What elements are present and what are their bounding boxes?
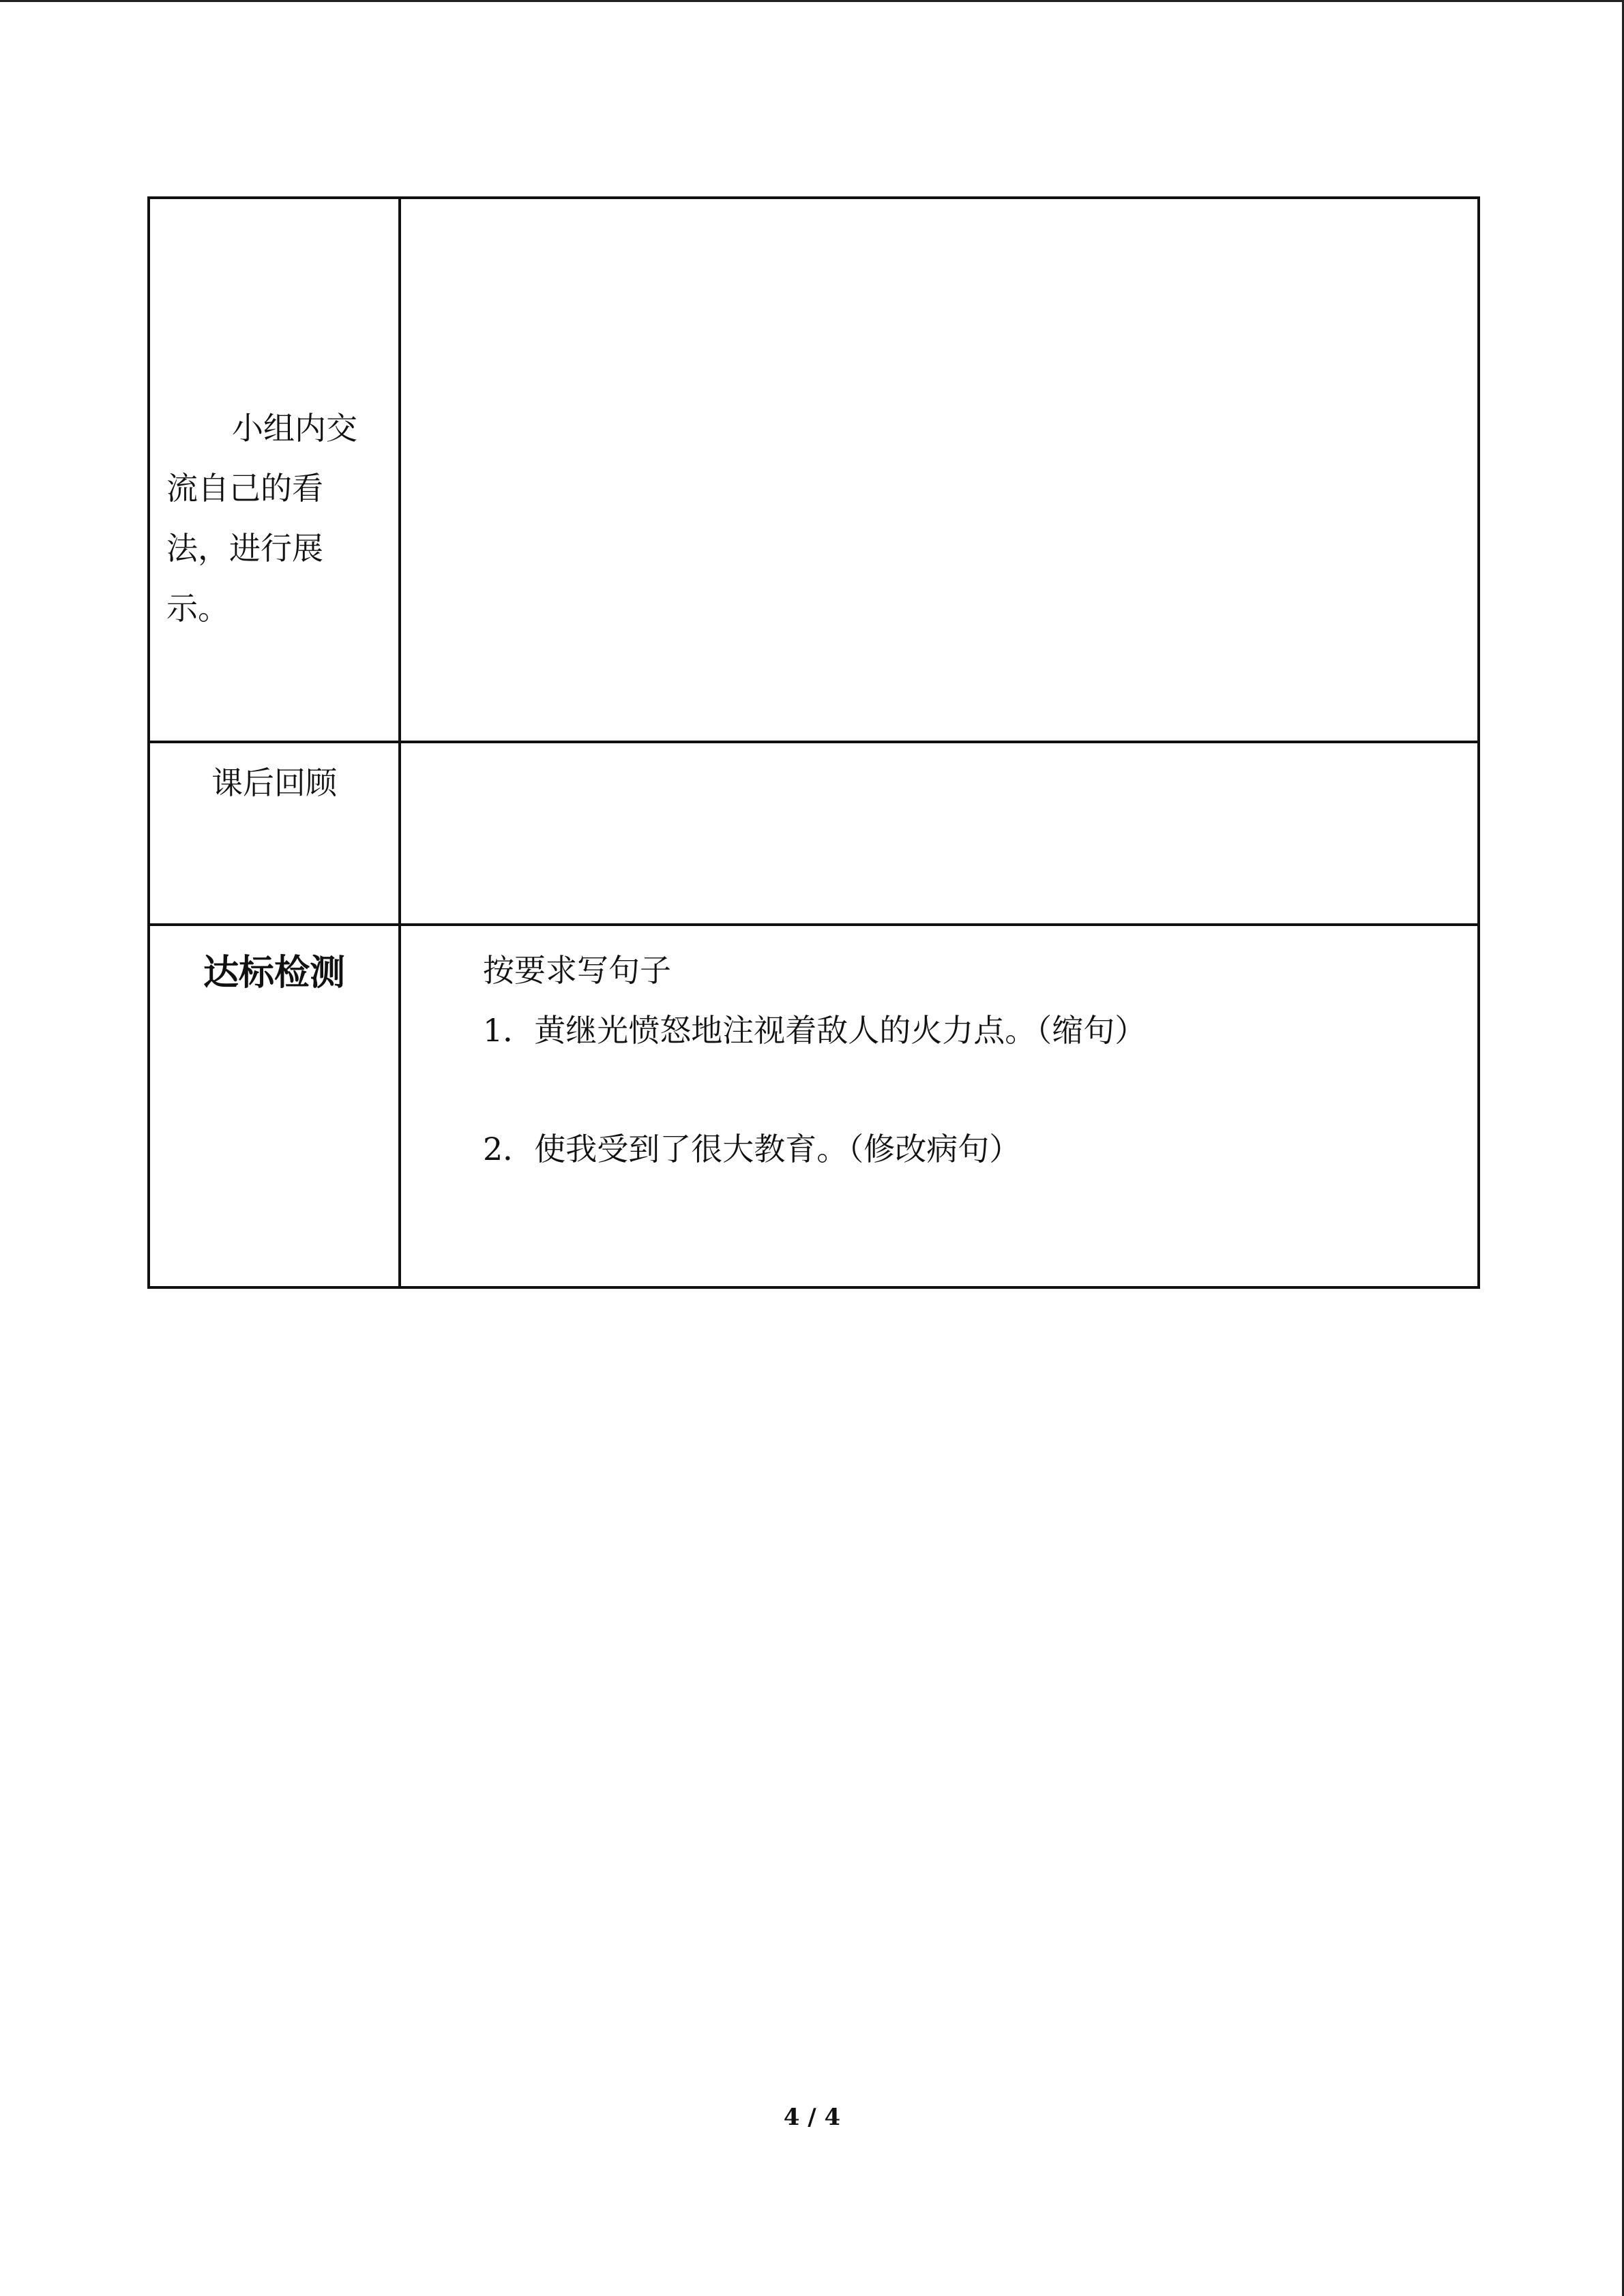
review-label-cell [149,742,400,925]
exchange-label-cell [149,198,400,742]
page-border-top [0,0,1624,2]
page-number: 4 / 4 [783,2104,841,2131]
review-label: 课后回顾 [211,764,337,801]
test-content-cell [400,925,1479,1287]
exchange-content-cell [400,198,1479,742]
review-content-cell [400,742,1479,925]
test-label-cell [149,925,400,1287]
table-row-review [149,742,1479,925]
test-item-1: 1．黄继光愤怒地注视着敌人的火力点。（缩句） [483,1012,1147,1049]
test-heading: 按要求写句子 [483,952,671,989]
test-item-2: 2．使我受到了很大教育。（修改病句） [483,1131,1021,1167]
table-row-test [149,925,1479,1287]
exchange-label: 小组内交流自己的看法，进行展示。 [166,410,357,627]
table-row-group-exchange [149,198,1479,742]
test-label: 达标检测 [203,953,345,994]
lesson-plan-table [147,196,1480,1289]
test-content [401,926,1477,1173]
